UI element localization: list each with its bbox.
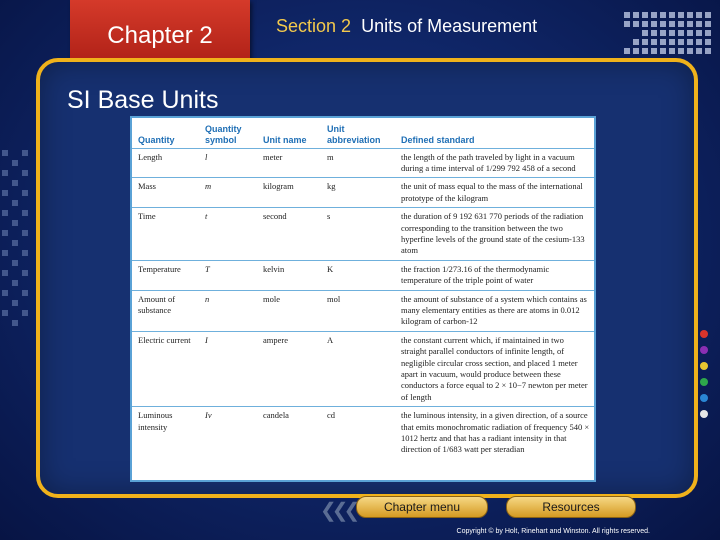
decorative-dot	[2, 270, 8, 276]
abbreviation-cell: s	[327, 211, 331, 222]
decorative-dot	[678, 39, 684, 45]
decorative-dot	[2, 170, 8, 176]
decorative-dot	[624, 48, 630, 54]
decorative-side-pattern	[0, 150, 34, 330]
decorative-dot	[22, 310, 28, 316]
decorative-dot	[687, 30, 693, 36]
section-title: Units of Measurement	[361, 16, 538, 36]
abbreviation-cell: K	[327, 263, 334, 274]
decorative-dot	[2, 290, 8, 296]
decorative-dot	[22, 290, 28, 296]
si-units-table	[130, 116, 596, 482]
decorative-dot	[2, 310, 8, 316]
decorative-dot	[642, 48, 648, 54]
section-number: Section 2	[276, 16, 352, 36]
header-defined-standard: Defined standard	[401, 134, 475, 145]
decorative-dot	[624, 21, 630, 27]
decorative-dot	[2, 230, 8, 236]
decorative-color-dot	[700, 330, 708, 338]
decorative-dot	[705, 39, 711, 45]
decorative-dot	[660, 30, 666, 36]
decorative-dot	[12, 240, 18, 246]
decorative-dot	[22, 230, 28, 236]
decorative-dot	[651, 39, 657, 45]
chapter-menu-button[interactable]: Chapter menu	[356, 496, 488, 518]
decorative-dot	[669, 12, 675, 18]
decorative-dot	[22, 150, 28, 156]
symbol-cell: I	[205, 334, 208, 345]
symbol-cell: Iv	[205, 410, 212, 421]
decorative-dot	[12, 280, 18, 286]
decorative-dot	[12, 160, 18, 166]
back-arrows-icon: ❮❮❮	[320, 500, 356, 522]
abbreviation-cell: A	[327, 334, 334, 345]
decorative-dot	[696, 12, 702, 18]
decorative-dot	[660, 21, 666, 27]
decorative-dot	[660, 48, 666, 54]
decorative-dot	[2, 190, 8, 196]
decorative-dot	[22, 170, 28, 176]
section-heading	[276, 16, 537, 37]
decorative-color-dot	[700, 362, 708, 370]
decorative-color-dot	[700, 378, 708, 386]
symbol-cell: l	[205, 151, 208, 162]
decorative-dot	[678, 30, 684, 36]
copyright-notice: Copyright © by Holt, Rinehart and Winston. All rights reserved.	[456, 528, 650, 535]
unit-name-cell: second	[263, 211, 287, 222]
slide-title: SI Base Units	[67, 86, 219, 114]
decorative-color-dot	[700, 410, 708, 418]
quantity-cell: Mass	[138, 181, 156, 192]
decorative-dot	[2, 150, 8, 156]
decorative-dot	[2, 250, 8, 256]
decorative-dot	[642, 39, 648, 45]
quantity-cell: Amount of substance	[138, 293, 176, 315]
standard-cell: the unit of mass equal to the mass of the international prototype of the kilogram	[401, 181, 583, 203]
unit-name-cell: meter	[263, 151, 283, 162]
standard-cell: the amount of substance of a system which contains as many elementary entities as there are atoms in 0.012 kilogram of carbon-12	[401, 293, 587, 327]
decorative-dot	[687, 12, 693, 18]
unit-name-cell: kilogram	[263, 181, 294, 192]
quantity-cell: Time	[138, 211, 156, 222]
decorative-dot	[705, 21, 711, 27]
decorative-dot	[687, 39, 693, 45]
decorative-dot	[22, 250, 28, 256]
decorative-dot	[696, 21, 702, 27]
decorative-dot	[642, 21, 648, 27]
decorative-dot	[669, 39, 675, 45]
abbreviation-cell: m	[327, 151, 334, 162]
decorative-dot	[651, 21, 657, 27]
chapter-label: Chapter 2	[107, 22, 213, 49]
decorative-dot	[678, 12, 684, 18]
standard-cell: the constant current which, if maintained in two straight parallel conductors of infinite length, of negligible circular cross section, and placed 1 meter apart in vacuum, would produce between these conductors a force equal to 2 × 10−7 newton per meter of length	[401, 334, 588, 402]
decorative-dot	[12, 200, 18, 206]
unit-name-cell: mole	[263, 293, 280, 304]
decorative-dot	[660, 39, 666, 45]
decorative-dot	[651, 12, 657, 18]
table-row	[132, 208, 594, 261]
standard-cell: the luminous intensity, in a given direction, of a source that emits monochromatic radiation of frequency 540 × 1012 hertz and that has a radiant intensity in that direction of 1/683 watt per steradian	[401, 410, 590, 455]
symbol-cell: t	[205, 211, 208, 222]
resources-button[interactable]: Resources	[506, 496, 636, 518]
decorative-dot	[687, 21, 693, 27]
decorative-dot	[669, 30, 675, 36]
decorative-dot	[12, 180, 18, 186]
decorative-dot	[22, 270, 28, 276]
decorative-dot	[696, 48, 702, 54]
table-row	[132, 148, 594, 178]
decorative-dot	[669, 48, 675, 54]
decorative-dot	[633, 39, 639, 45]
quantity-cell: Temperature	[138, 263, 181, 274]
table-row	[132, 178, 594, 208]
table-row	[132, 290, 594, 331]
header-unit-name: Unit name	[263, 134, 307, 145]
unit-name-cell: kelvin	[263, 263, 285, 274]
header-quantity-symbol: Quantity symbol	[205, 123, 242, 145]
decorative-dot	[12, 320, 18, 326]
header-unit-abbreviation: Unit abbreviation	[327, 123, 381, 145]
symbol-cell: m	[205, 181, 212, 192]
symbol-cell: n	[205, 293, 210, 304]
quantity-cell: Luminous intensity	[138, 410, 173, 432]
abbreviation-cell: kg	[327, 181, 336, 192]
decorative-color-dots	[700, 330, 712, 440]
decorative-color-dot	[700, 394, 708, 402]
decorative-dot	[12, 220, 18, 226]
unit-name-cell: ampere	[263, 334, 289, 345]
header-quantity: Quantity	[138, 134, 175, 145]
decorative-dot	[2, 210, 8, 216]
decorative-dot	[633, 12, 639, 18]
decorative-dot	[633, 48, 639, 54]
decorative-dot	[22, 210, 28, 216]
decorative-dot	[651, 30, 657, 36]
quantity-cell: Length	[138, 151, 163, 162]
table-row	[132, 407, 594, 459]
table-row	[132, 331, 594, 406]
decorative-dot	[678, 48, 684, 54]
abbreviation-cell: mol	[327, 293, 341, 304]
decorative-dot	[705, 12, 711, 18]
decorative-dot	[633, 21, 639, 27]
decorative-dot	[705, 48, 711, 54]
abbreviation-cell: cd	[327, 410, 336, 421]
decorative-dot	[624, 12, 630, 18]
decorative-dot	[22, 190, 28, 196]
decorative-dot	[660, 12, 666, 18]
decorative-color-dot	[700, 346, 708, 354]
decorative-dot	[12, 260, 18, 266]
decorative-dot-grid	[624, 4, 716, 56]
decorative-dot	[705, 30, 711, 36]
decorative-dot	[696, 30, 702, 36]
standard-cell: the fraction 1/273.16 of the thermodynamic temperature of the triple point of water	[401, 263, 550, 286]
decorative-dot	[687, 48, 693, 54]
quantity-cell: Electric current	[138, 334, 191, 345]
decorative-dot	[669, 21, 675, 27]
decorative-dot	[696, 39, 702, 45]
table-row	[132, 260, 594, 290]
standard-cell: the length of the path traveled by light in a vacuum during a time interval of 1/299 792 458 of a second	[401, 151, 576, 173]
unit-name-cell: candela	[263, 410, 289, 421]
table-header-row	[132, 118, 594, 148]
symbol-cell: T	[205, 263, 210, 274]
decorative-dot	[642, 12, 648, 18]
standard-cell: the duration of 9 192 631 770 periods of the radiation corresponding to the transition between the two hyperfine levels of the ground state of the cesium-133 atom	[401, 211, 585, 256]
decorative-dot	[12, 300, 18, 306]
decorative-dot	[678, 21, 684, 27]
decorative-dot	[642, 30, 648, 36]
decorative-dot	[651, 48, 657, 54]
